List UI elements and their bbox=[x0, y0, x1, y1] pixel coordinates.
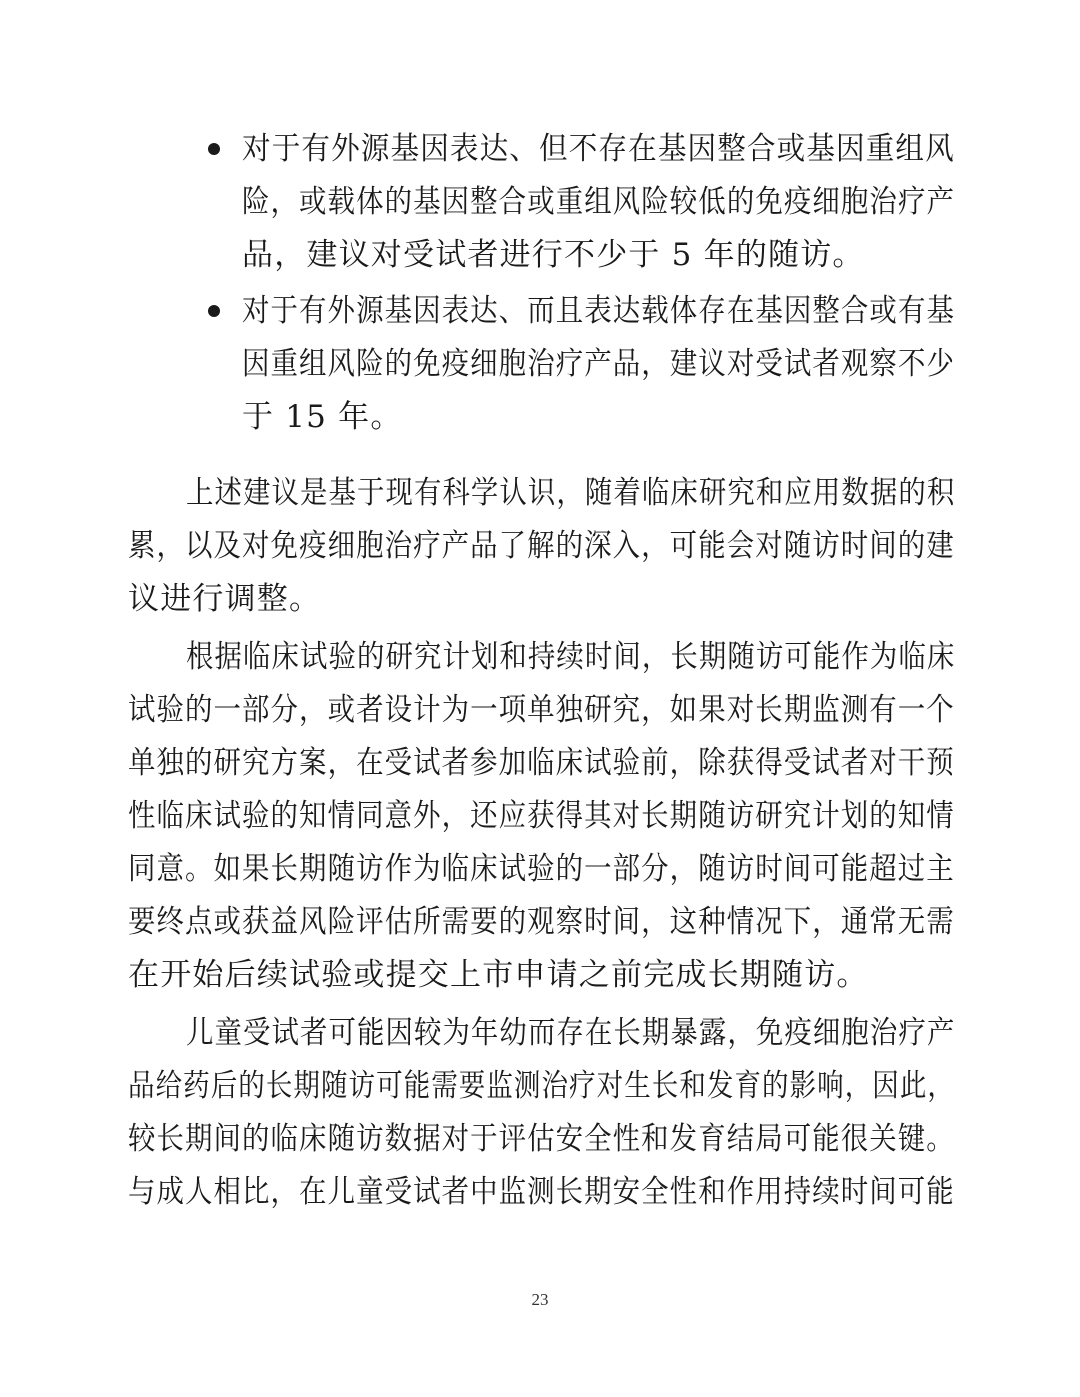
text-line: 儿童受试者可能因较为年幼而存在长期暴露，免疫细胞治疗产 bbox=[186, 1015, 956, 1051]
text-line: 单独的研究方案，在受试者参加临床试验前，除获得受试者对干预 bbox=[128, 745, 955, 781]
text-line: 议进行调整。 bbox=[128, 581, 322, 617]
text-line: 同意。如果长期随访作为临床试验的一部分，随访时间可能超过主 bbox=[128, 851, 955, 887]
text-line: 要终点或获益风险评估所需要的观察时间，这种情况下，通常无需 bbox=[128, 904, 955, 940]
text-line: 因重组风险的免疫细胞治疗产品，建议对受试者观察不少 bbox=[242, 346, 955, 382]
bullet-dot-icon bbox=[208, 143, 220, 155]
page-number: 23 bbox=[531, 1290, 549, 1309]
text-line: 根据临床试验的研究计划和持续时间，长期随访可能作为临床 bbox=[186, 639, 956, 675]
text-line: 险，或载体的基因整合或重组风险较低的免疫细胞治疗产 bbox=[242, 184, 955, 220]
bullet-dot-icon bbox=[208, 305, 220, 317]
text-line: 较长期间的临床随访数据对于评估安全性和发育结局可能很关键。 bbox=[128, 1121, 955, 1157]
text-line: 在开始后续试验或提交上市申请之前完成长期随访。 bbox=[128, 957, 869, 993]
text-line: 对于有外源基因表达、而且表达载体存在基因整合或有基 bbox=[242, 293, 955, 329]
text-line: 于 15 年。 bbox=[242, 399, 403, 435]
text-line: 品给药后的长期随访可能需要监测治疗对生长和发育的影响，因此， bbox=[128, 1068, 955, 1104]
text-line: 上述建议是基于现有科学认识，随着临床研究和应用数据的积 bbox=[186, 475, 956, 511]
text-line: 试验的一部分，或者设计为一项单独研究，如果对长期监测有一个 bbox=[128, 692, 955, 728]
text-line: 性临床试验的知情同意外，还应获得其对长期随访研究计划的知情 bbox=[128, 798, 955, 834]
text-line: 与成人相比，在儿童受试者中监测长期安全性和作用持续时间可能 bbox=[128, 1174, 955, 1210]
text-line: 品，建议对受试者进行不少于 5 年的随访。 bbox=[242, 237, 865, 273]
text-line: 累，以及对免疫细胞治疗产品了解的深入，可能会对随访时间的建 bbox=[128, 528, 955, 564]
text-line: 对于有外源基因表达、但不存在基因整合或基因重组风 bbox=[242, 131, 955, 167]
